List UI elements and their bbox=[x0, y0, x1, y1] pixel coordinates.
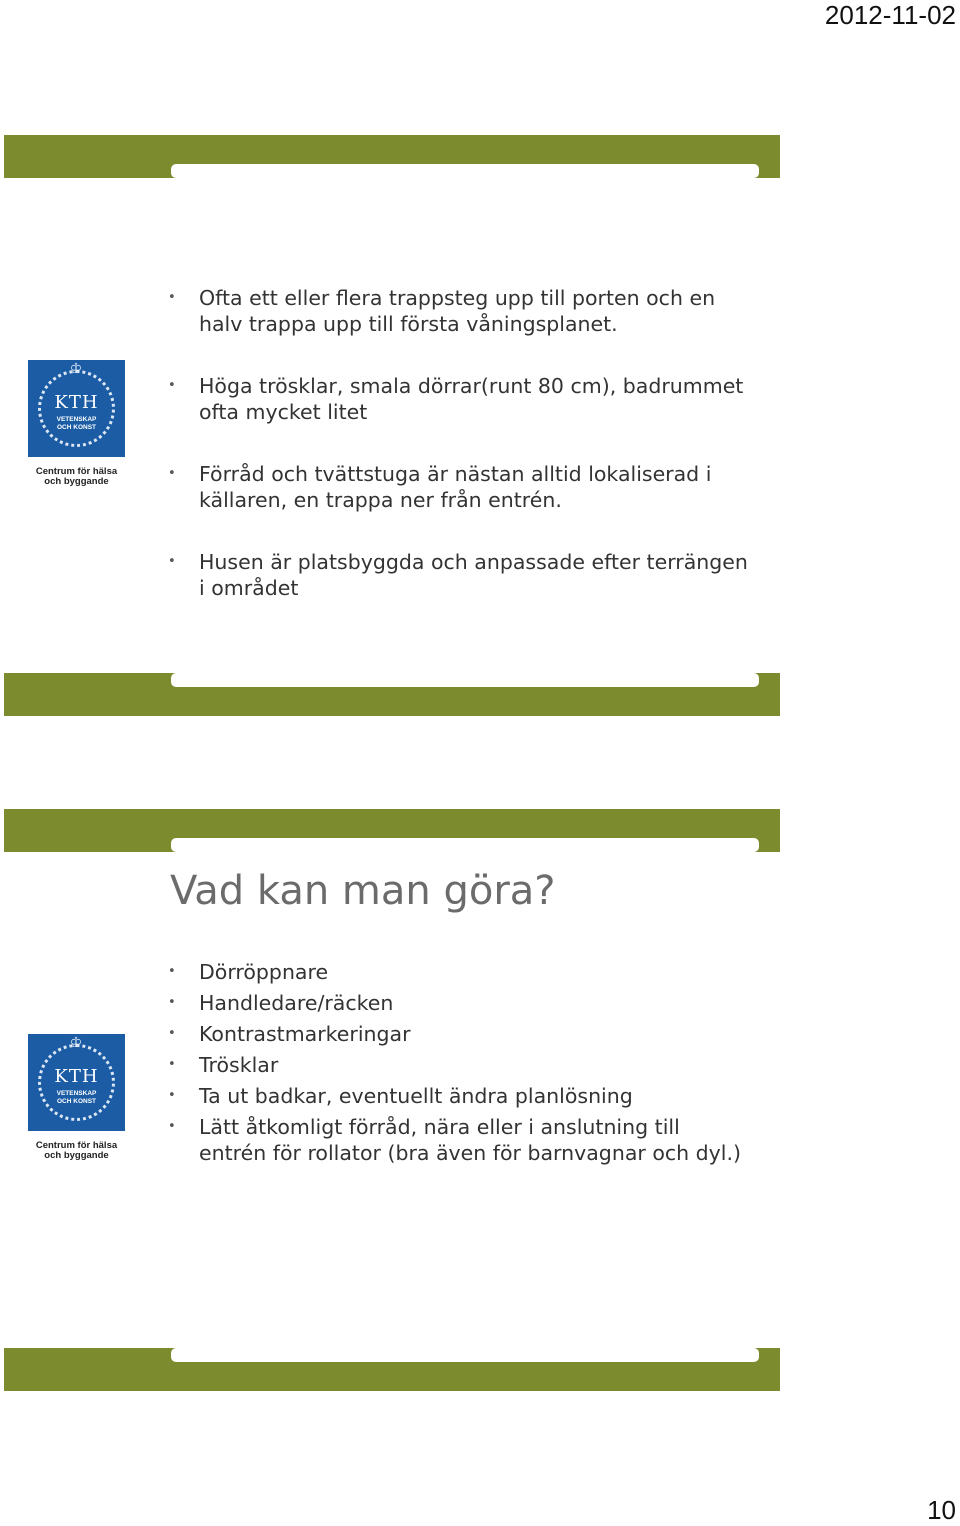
logo-caption: Centrum för hälsa och byggande bbox=[35, 466, 118, 487]
bullet-icon: • bbox=[168, 466, 176, 481]
list-item: • Förråd och tvättstuga är nästan alltid lokaliserad i källaren, en trappa ner från entrén. bbox=[168, 462, 712, 512]
crown-icon: ♔ bbox=[69, 361, 83, 377]
bullet-icon: • bbox=[168, 1088, 176, 1103]
document-date: 2012-11-02 bbox=[824, 0, 956, 30]
bullet-icon: • bbox=[168, 554, 176, 569]
bullet-icon: • bbox=[168, 378, 176, 393]
list-item: • Kontrastmarkeringar bbox=[168, 1022, 411, 1046]
crown-icon: ♔ bbox=[69, 1035, 83, 1051]
bullet-icon: • bbox=[168, 1026, 176, 1041]
bullet-icon: • bbox=[168, 290, 176, 305]
kth-shield: ♔ KTH VETENSKAP OCH KONST bbox=[28, 1034, 125, 1131]
slide1-bottom-bar bbox=[4, 673, 780, 716]
kth-shield: ♔ KTH VETENSKAP OCH KONST bbox=[28, 360, 125, 457]
slide2-bottom-bar bbox=[4, 1348, 780, 1391]
bullet-icon: • bbox=[168, 1119, 176, 1134]
list-item: • Lätt åtkomligt förråd, nära eller i anslutning till entrén för rollator (bra även för barnvagnar och dyl.) bbox=[168, 1115, 741, 1165]
slide2-bullet-list bbox=[168, 959, 748, 1166]
slide1-bullet-list bbox=[168, 285, 748, 601]
list-item: • Höga trösklar, smala dörrar(runt 80 cm), badrummet ofta mycket litet bbox=[168, 374, 744, 424]
list-item: • Dörröppnare bbox=[168, 960, 329, 984]
list-item: • Handledare/räcken bbox=[168, 991, 394, 1015]
list-item: • Ofta ett eller flera trappsteg upp till porten och en halv trappa upp till första våningsplanet. bbox=[168, 286, 716, 336]
slide1-top-bar bbox=[4, 135, 780, 178]
page-number: 10 bbox=[927, 1495, 956, 1525]
bullet-icon: • bbox=[168, 995, 176, 1010]
list-item: • Ta ut badkar, eventuellt ändra planlösning bbox=[168, 1084, 633, 1108]
kth-logo bbox=[28, 1034, 125, 1161]
bullet-icon: • bbox=[168, 1057, 176, 1072]
list-item: • Trösklar bbox=[168, 1053, 279, 1077]
list-item: • Husen är platsbyggda och anpassade efter terrängen i området bbox=[168, 550, 748, 600]
kth-logo bbox=[28, 360, 125, 487]
bullet-icon: • bbox=[168, 964, 176, 979]
slide2-top-bar bbox=[4, 809, 780, 852]
logo-caption: Centrum för hälsa och byggande bbox=[35, 1140, 118, 1161]
slide2-title: Vad kan man göra? bbox=[170, 868, 556, 914]
